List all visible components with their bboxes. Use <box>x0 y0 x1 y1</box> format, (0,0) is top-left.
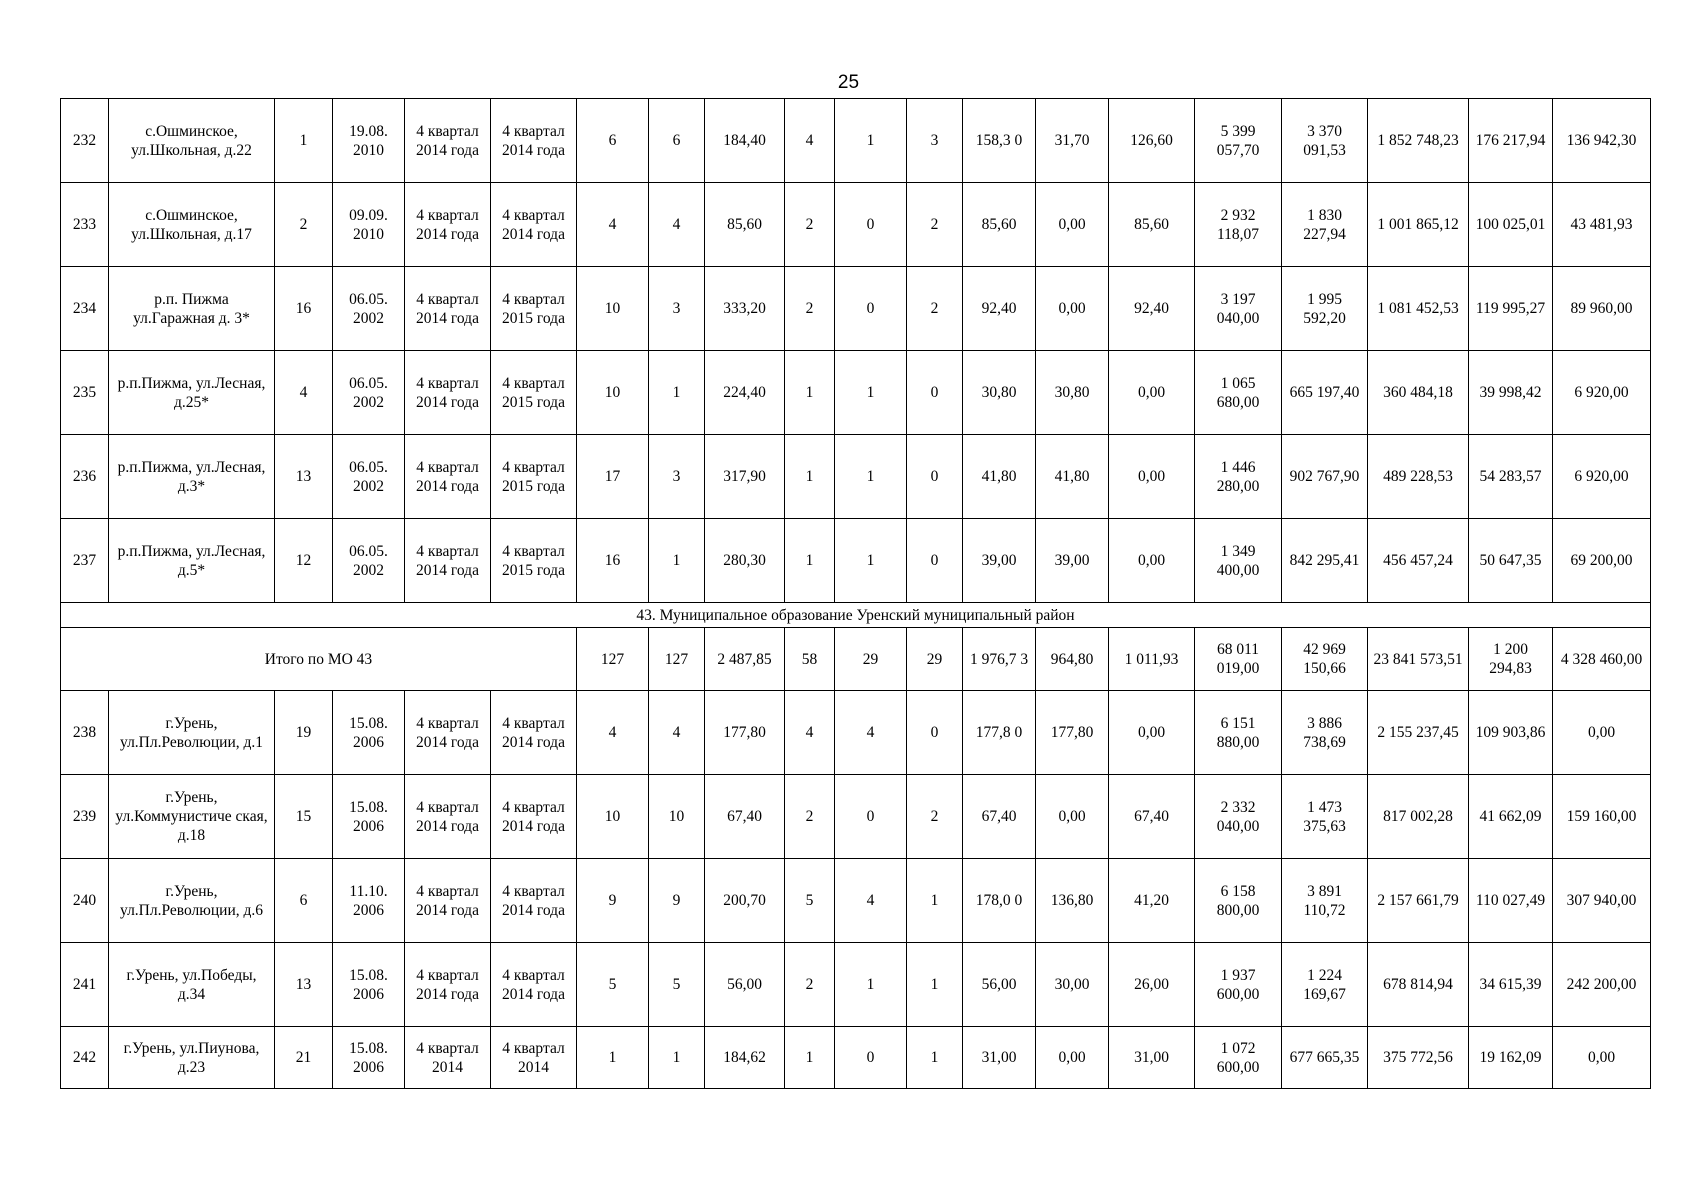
fund-cost-cell: 3 886 738,69 <box>1282 691 1368 775</box>
extra-cost-cell: 242 200,00 <box>1553 943 1651 1027</box>
total-cell: 964,80 <box>1036 628 1109 691</box>
flats-owned-cell: 4 <box>835 859 907 943</box>
regional-cost-cell: 489 228,53 <box>1368 435 1469 519</box>
plan-end-cell: 4 квартал 2014 <box>491 1027 577 1089</box>
row-number: 240 <box>61 859 109 943</box>
regional-cost-cell: 817 002,28 <box>1368 775 1469 859</box>
municipal-area-cell: 85,60 <box>1109 183 1195 267</box>
total-cell: 4 328 460,00 <box>1553 628 1651 691</box>
plan-end-cell: 4 квартал 2015 года <box>491 435 577 519</box>
residents-cell: 10 <box>577 351 649 435</box>
residents-resettled-cell: 10 <box>649 775 705 859</box>
residents-cell: 10 <box>577 267 649 351</box>
local-cost-cell: 41 662,09 <box>1469 775 1553 859</box>
address-cell: г.Урень, ул.Победы, д.34 <box>109 943 275 1027</box>
area-cell: 200,70 <box>705 859 785 943</box>
plan-end-cell: 4 квартал 2015 года <box>491 267 577 351</box>
residents-resettled-cell: 9 <box>649 859 705 943</box>
section-title: 43. Муниципальное образование Уренский муниципальный район <box>61 603 1651 628</box>
row-number: 242 <box>61 1027 109 1089</box>
address-cell: с.Ошминское, ул.Школьная, д.22 <box>109 99 275 183</box>
flats-owned-cell: 0 <box>835 1027 907 1089</box>
residents-cell: 4 <box>577 691 649 775</box>
residents-cell: 1 <box>577 1027 649 1089</box>
residents-cell: 9 <box>577 859 649 943</box>
table-row <box>61 519 1651 603</box>
total-cost-cell: 1 937 600,00 <box>1195 943 1282 1027</box>
total-cell: 1 200 294,83 <box>1469 628 1553 691</box>
local-cost-cell: 176 217,94 <box>1469 99 1553 183</box>
local-cost-cell: 19 162,09 <box>1469 1027 1553 1089</box>
table-row <box>61 1027 1651 1089</box>
document-number-cell: 1 <box>275 99 333 183</box>
plan-start-cell: 4 квартал 2014 года <box>405 435 491 519</box>
flats-cell: 2 <box>785 183 835 267</box>
flats-cell: 1 <box>785 351 835 435</box>
area-cell: 184,62 <box>705 1027 785 1089</box>
total-cell: 2 487,85 <box>705 628 785 691</box>
total-section <box>61 628 1651 691</box>
section-header <box>61 603 1651 628</box>
total-cost-cell: 6 158 800,00 <box>1195 859 1282 943</box>
residents-resettled-cell: 5 <box>649 943 705 1027</box>
row-number: 238 <box>61 691 109 775</box>
plan-start-cell: 4 квартал 2014 года <box>405 859 491 943</box>
document-number-cell: 12 <box>275 519 333 603</box>
resettled-area-cell: 67,40 <box>963 775 1036 859</box>
section-row <box>61 603 1651 628</box>
plan-start-cell: 4 квартал 2014 года <box>405 99 491 183</box>
document-date-cell: 09.09. 2010 <box>333 183 405 267</box>
owned-area-cell: 0,00 <box>1036 775 1109 859</box>
flats-municipal-cell: 0 <box>907 519 963 603</box>
fund-cost-cell: 1 473 375,63 <box>1282 775 1368 859</box>
plan-start-cell: 4 квартал 2014 года <box>405 691 491 775</box>
document-number-cell: 6 <box>275 859 333 943</box>
table-row <box>61 859 1651 943</box>
document-number-cell: 4 <box>275 351 333 435</box>
resettled-area-cell: 30,80 <box>963 351 1036 435</box>
owned-area-cell: 31,70 <box>1036 99 1109 183</box>
residents-cell: 4 <box>577 183 649 267</box>
local-cost-cell: 54 283,57 <box>1469 435 1553 519</box>
total-cost-cell: 2 332 040,00 <box>1195 775 1282 859</box>
document-date-cell: 15.08. 2006 <box>333 775 405 859</box>
table-row <box>61 351 1651 435</box>
residents-cell: 10 <box>577 775 649 859</box>
owned-area-cell: 136,80 <box>1036 859 1109 943</box>
local-cost-cell: 100 025,01 <box>1469 183 1553 267</box>
fund-cost-cell: 3 891 110,72 <box>1282 859 1368 943</box>
flats-owned-cell: 0 <box>835 267 907 351</box>
total-cost-cell: 6 151 880,00 <box>1195 691 1282 775</box>
regional-cost-cell: 375 772,56 <box>1368 1027 1469 1089</box>
total-cell: 1 976,7 3 <box>963 628 1036 691</box>
rows-before-section <box>61 99 1651 603</box>
flats-owned-cell: 4 <box>835 691 907 775</box>
total-label: Итого по МО 43 <box>61 628 577 691</box>
address-cell: с.Ошминское, ул.Школьная, д.17 <box>109 183 275 267</box>
resettled-area-cell: 178,0 0 <box>963 859 1036 943</box>
flats-owned-cell: 1 <box>835 351 907 435</box>
regional-cost-cell: 2 155 237,45 <box>1368 691 1469 775</box>
flats-municipal-cell: 1 <box>907 943 963 1027</box>
residents-resettled-cell: 6 <box>649 99 705 183</box>
residents-resettled-cell: 1 <box>649 351 705 435</box>
total-cell: 23 841 573,51 <box>1368 628 1469 691</box>
flats-owned-cell: 0 <box>835 775 907 859</box>
residents-resettled-cell: 4 <box>649 691 705 775</box>
fund-cost-cell: 677 665,35 <box>1282 1027 1368 1089</box>
flats-municipal-cell: 1 <box>907 859 963 943</box>
resettled-area-cell: 85,60 <box>963 183 1036 267</box>
regional-cost-cell: 360 484,18 <box>1368 351 1469 435</box>
residents-resettled-cell: 3 <box>649 435 705 519</box>
document-date-cell: 06.05. 2002 <box>333 267 405 351</box>
extra-cost-cell: 159 160,00 <box>1553 775 1651 859</box>
row-number: 234 <box>61 267 109 351</box>
owned-area-cell: 30,80 <box>1036 351 1109 435</box>
document-number-cell: 13 <box>275 943 333 1027</box>
extra-cost-cell: 6 920,00 <box>1553 435 1651 519</box>
plan-start-cell: 4 квартал 2014 года <box>405 943 491 1027</box>
flats-cell: 1 <box>785 435 835 519</box>
flats-cell: 2 <box>785 943 835 1027</box>
residents-resettled-cell: 3 <box>649 267 705 351</box>
flats-municipal-cell: 3 <box>907 99 963 183</box>
total-cost-cell: 3 197 040,00 <box>1195 267 1282 351</box>
total-cost-cell: 5 399 057,70 <box>1195 99 1282 183</box>
plan-start-cell: 4 квартал 2014 года <box>405 267 491 351</box>
total-cell: 127 <box>577 628 649 691</box>
plan-end-cell: 4 квартал 2015 года <box>491 351 577 435</box>
fund-cost-cell: 842 295,41 <box>1282 519 1368 603</box>
document-number-cell: 16 <box>275 267 333 351</box>
total-cell: 58 <box>785 628 835 691</box>
owned-area-cell: 0,00 <box>1036 267 1109 351</box>
address-cell: г.Урень, ул.Пиунова, д.23 <box>109 1027 275 1089</box>
plan-end-cell: 4 квартал 2014 года <box>491 775 577 859</box>
plan-end-cell: 4 квартал 2014 года <box>491 183 577 267</box>
area-cell: 85,60 <box>705 183 785 267</box>
municipal-area-cell: 126,60 <box>1109 99 1195 183</box>
row-number: 235 <box>61 351 109 435</box>
document-number-cell: 19 <box>275 691 333 775</box>
municipal-area-cell: 0,00 <box>1109 351 1195 435</box>
local-cost-cell: 50 647,35 <box>1469 519 1553 603</box>
local-cost-cell: 119 995,27 <box>1469 267 1553 351</box>
extra-cost-cell: 43 481,93 <box>1553 183 1651 267</box>
residents-resettled-cell: 1 <box>649 1027 705 1089</box>
total-cost-cell: 1 072 600,00 <box>1195 1027 1282 1089</box>
fund-cost-cell: 902 767,90 <box>1282 435 1368 519</box>
flats-owned-cell: 1 <box>835 99 907 183</box>
resettled-area-cell: 41,80 <box>963 435 1036 519</box>
flats-cell: 4 <box>785 691 835 775</box>
document-date-cell: 15.08. 2006 <box>333 943 405 1027</box>
extra-cost-cell: 0,00 <box>1553 691 1651 775</box>
address-cell: р.п.Пижма, ул.Лесная, д.3* <box>109 435 275 519</box>
owned-area-cell: 39,00 <box>1036 519 1109 603</box>
residents-cell: 5 <box>577 943 649 1027</box>
row-number: 233 <box>61 183 109 267</box>
flats-owned-cell: 0 <box>835 183 907 267</box>
document-date-cell: 06.05. 2002 <box>333 435 405 519</box>
document-number-cell: 21 <box>275 1027 333 1089</box>
document-date-cell: 15.08. 2006 <box>333 691 405 775</box>
resettled-area-cell: 31,00 <box>963 1027 1036 1089</box>
page-number: 25 <box>837 72 860 93</box>
plan-end-cell: 4 квартал 2014 года <box>491 691 577 775</box>
document-date-cell: 06.05. 2002 <box>333 351 405 435</box>
area-cell: 56,00 <box>705 943 785 1027</box>
flats-municipal-cell: 0 <box>907 351 963 435</box>
row-number: 232 <box>61 99 109 183</box>
owned-area-cell: 30,00 <box>1036 943 1109 1027</box>
flats-owned-cell: 1 <box>835 943 907 1027</box>
regional-cost-cell: 1 081 452,53 <box>1368 267 1469 351</box>
residents-cell: 16 <box>577 519 649 603</box>
table-row <box>61 99 1651 183</box>
document-date-cell: 15.08. 2006 <box>333 1027 405 1089</box>
document-number-cell: 13 <box>275 435 333 519</box>
flats-municipal-cell: 0 <box>907 691 963 775</box>
municipal-area-cell: 0,00 <box>1109 435 1195 519</box>
municipal-area-cell: 0,00 <box>1109 691 1195 775</box>
flats-cell: 2 <box>785 775 835 859</box>
area-cell: 177,80 <box>705 691 785 775</box>
total-row <box>61 628 1651 691</box>
area-cell: 67,40 <box>705 775 785 859</box>
plan-start-cell: 4 квартал 2014 года <box>405 183 491 267</box>
plan-start-cell: 4 квартал 2014 года <box>405 351 491 435</box>
total-cell: 42 969 150,66 <box>1282 628 1368 691</box>
total-cost-cell: 1 446 280,00 <box>1195 435 1282 519</box>
plan-end-cell: 4 квартал 2014 года <box>491 943 577 1027</box>
table-row <box>61 691 1651 775</box>
row-number: 241 <box>61 943 109 1027</box>
address-cell: г.Урень, ул.Коммунистиче ская, д.18 <box>109 775 275 859</box>
plan-end-cell: 4 квартал 2014 года <box>491 859 577 943</box>
fund-cost-cell: 1 224 169,67 <box>1282 943 1368 1027</box>
flats-municipal-cell: 1 <box>907 1027 963 1089</box>
local-cost-cell: 39 998,42 <box>1469 351 1553 435</box>
resettled-area-cell: 177,8 0 <box>963 691 1036 775</box>
address-cell: р.п.Пижма, ул.Лесная, д.25* <box>109 351 275 435</box>
document-date-cell: 11.10. 2006 <box>333 859 405 943</box>
local-cost-cell: 34 615,39 <box>1469 943 1553 1027</box>
flats-municipal-cell: 2 <box>907 267 963 351</box>
municipal-area-cell: 31,00 <box>1109 1027 1195 1089</box>
resettled-area-cell: 39,00 <box>963 519 1036 603</box>
document-number-cell: 2 <box>275 183 333 267</box>
owned-area-cell: 0,00 <box>1036 183 1109 267</box>
extra-cost-cell: 136 942,30 <box>1553 99 1651 183</box>
table-row <box>61 943 1651 1027</box>
document-number-cell: 15 <box>275 775 333 859</box>
regional-cost-cell: 1 001 865,12 <box>1368 183 1469 267</box>
flats-municipal-cell: 2 <box>907 183 963 267</box>
row-number: 239 <box>61 775 109 859</box>
resettled-area-cell: 158,3 0 <box>963 99 1036 183</box>
flats-cell: 1 <box>785 519 835 603</box>
flats-cell: 1 <box>785 1027 835 1089</box>
municipal-area-cell: 26,00 <box>1109 943 1195 1027</box>
flats-cell: 2 <box>785 267 835 351</box>
plan-end-cell: 4 квартал 2014 года <box>491 99 577 183</box>
table-row <box>61 435 1651 519</box>
flats-municipal-cell: 2 <box>907 775 963 859</box>
address-cell: г.Урень, ул.Пл.Революции, д.6 <box>109 859 275 943</box>
owned-area-cell: 177,80 <box>1036 691 1109 775</box>
extra-cost-cell: 69 200,00 <box>1553 519 1651 603</box>
extra-cost-cell: 6 920,00 <box>1553 351 1651 435</box>
flats-cell: 5 <box>785 859 835 943</box>
area-cell: 333,20 <box>705 267 785 351</box>
regional-cost-cell: 1 852 748,23 <box>1368 99 1469 183</box>
rows-after-section <box>61 691 1651 1089</box>
area-cell: 317,90 <box>705 435 785 519</box>
fund-cost-cell: 1 830 227,94 <box>1282 183 1368 267</box>
address-cell: р.п. Пижма ул.Гаражная д. 3* <box>109 267 275 351</box>
table-row <box>61 267 1651 351</box>
area-cell: 184,40 <box>705 99 785 183</box>
address-cell: г.Урень, ул.Пл.Революции, д.1 <box>109 691 275 775</box>
regional-cost-cell: 678 814,94 <box>1368 943 1469 1027</box>
municipal-area-cell: 0,00 <box>1109 519 1195 603</box>
resettled-area-cell: 56,00 <box>963 943 1036 1027</box>
total-cell: 29 <box>907 628 963 691</box>
row-number: 236 <box>61 435 109 519</box>
area-cell: 280,30 <box>705 519 785 603</box>
flats-cell: 4 <box>785 99 835 183</box>
flats-owned-cell: 1 <box>835 519 907 603</box>
local-cost-cell: 110 027,49 <box>1469 859 1553 943</box>
owned-area-cell: 0,00 <box>1036 1027 1109 1089</box>
total-cell: 1 011,93 <box>1109 628 1195 691</box>
row-number: 237 <box>61 519 109 603</box>
residents-resettled-cell: 1 <box>649 519 705 603</box>
extra-cost-cell: 0,00 <box>1553 1027 1651 1089</box>
total-cell: 127 <box>649 628 705 691</box>
table-row <box>61 183 1651 267</box>
fund-cost-cell: 3 370 091,53 <box>1282 99 1368 183</box>
area-cell: 224,40 <box>705 351 785 435</box>
municipal-area-cell: 67,40 <box>1109 775 1195 859</box>
local-cost-cell: 109 903,86 <box>1469 691 1553 775</box>
owned-area-cell: 41,80 <box>1036 435 1109 519</box>
total-cost-cell: 1 349 400,00 <box>1195 519 1282 603</box>
residents-resettled-cell: 4 <box>649 183 705 267</box>
resettled-area-cell: 92,40 <box>963 267 1036 351</box>
plan-start-cell: 4 квартал 2014 <box>405 1027 491 1089</box>
total-cost-cell: 1 065 680,00 <box>1195 351 1282 435</box>
municipal-area-cell: 41,20 <box>1109 859 1195 943</box>
fund-cost-cell: 665 197,40 <box>1282 351 1368 435</box>
address-cell: р.п.Пижма, ул.Лесная, д.5* <box>109 519 275 603</box>
extra-cost-cell: 307 940,00 <box>1553 859 1651 943</box>
total-cell: 68 011 019,00 <box>1195 628 1282 691</box>
flats-owned-cell: 1 <box>835 435 907 519</box>
document-date-cell: 19.08. 2010 <box>333 99 405 183</box>
municipal-area-cell: 92,40 <box>1109 267 1195 351</box>
flats-municipal-cell: 0 <box>907 435 963 519</box>
plan-start-cell: 4 квартал 2014 года <box>405 519 491 603</box>
regional-cost-cell: 2 157 661,79 <box>1368 859 1469 943</box>
residents-cell: 6 <box>577 99 649 183</box>
fund-cost-cell: 1 995 592,20 <box>1282 267 1368 351</box>
residents-cell: 17 <box>577 435 649 519</box>
total-cost-cell: 2 932 118,07 <box>1195 183 1282 267</box>
plan-start-cell: 4 квартал 2014 года <box>405 775 491 859</box>
total-cell: 29 <box>835 628 907 691</box>
housing-program-table <box>60 98 1651 1089</box>
document-date-cell: 06.05. 2002 <box>333 519 405 603</box>
extra-cost-cell: 89 960,00 <box>1553 267 1651 351</box>
table-row <box>61 775 1651 859</box>
plan-end-cell: 4 квартал 2015 года <box>491 519 577 603</box>
regional-cost-cell: 456 457,24 <box>1368 519 1469 603</box>
